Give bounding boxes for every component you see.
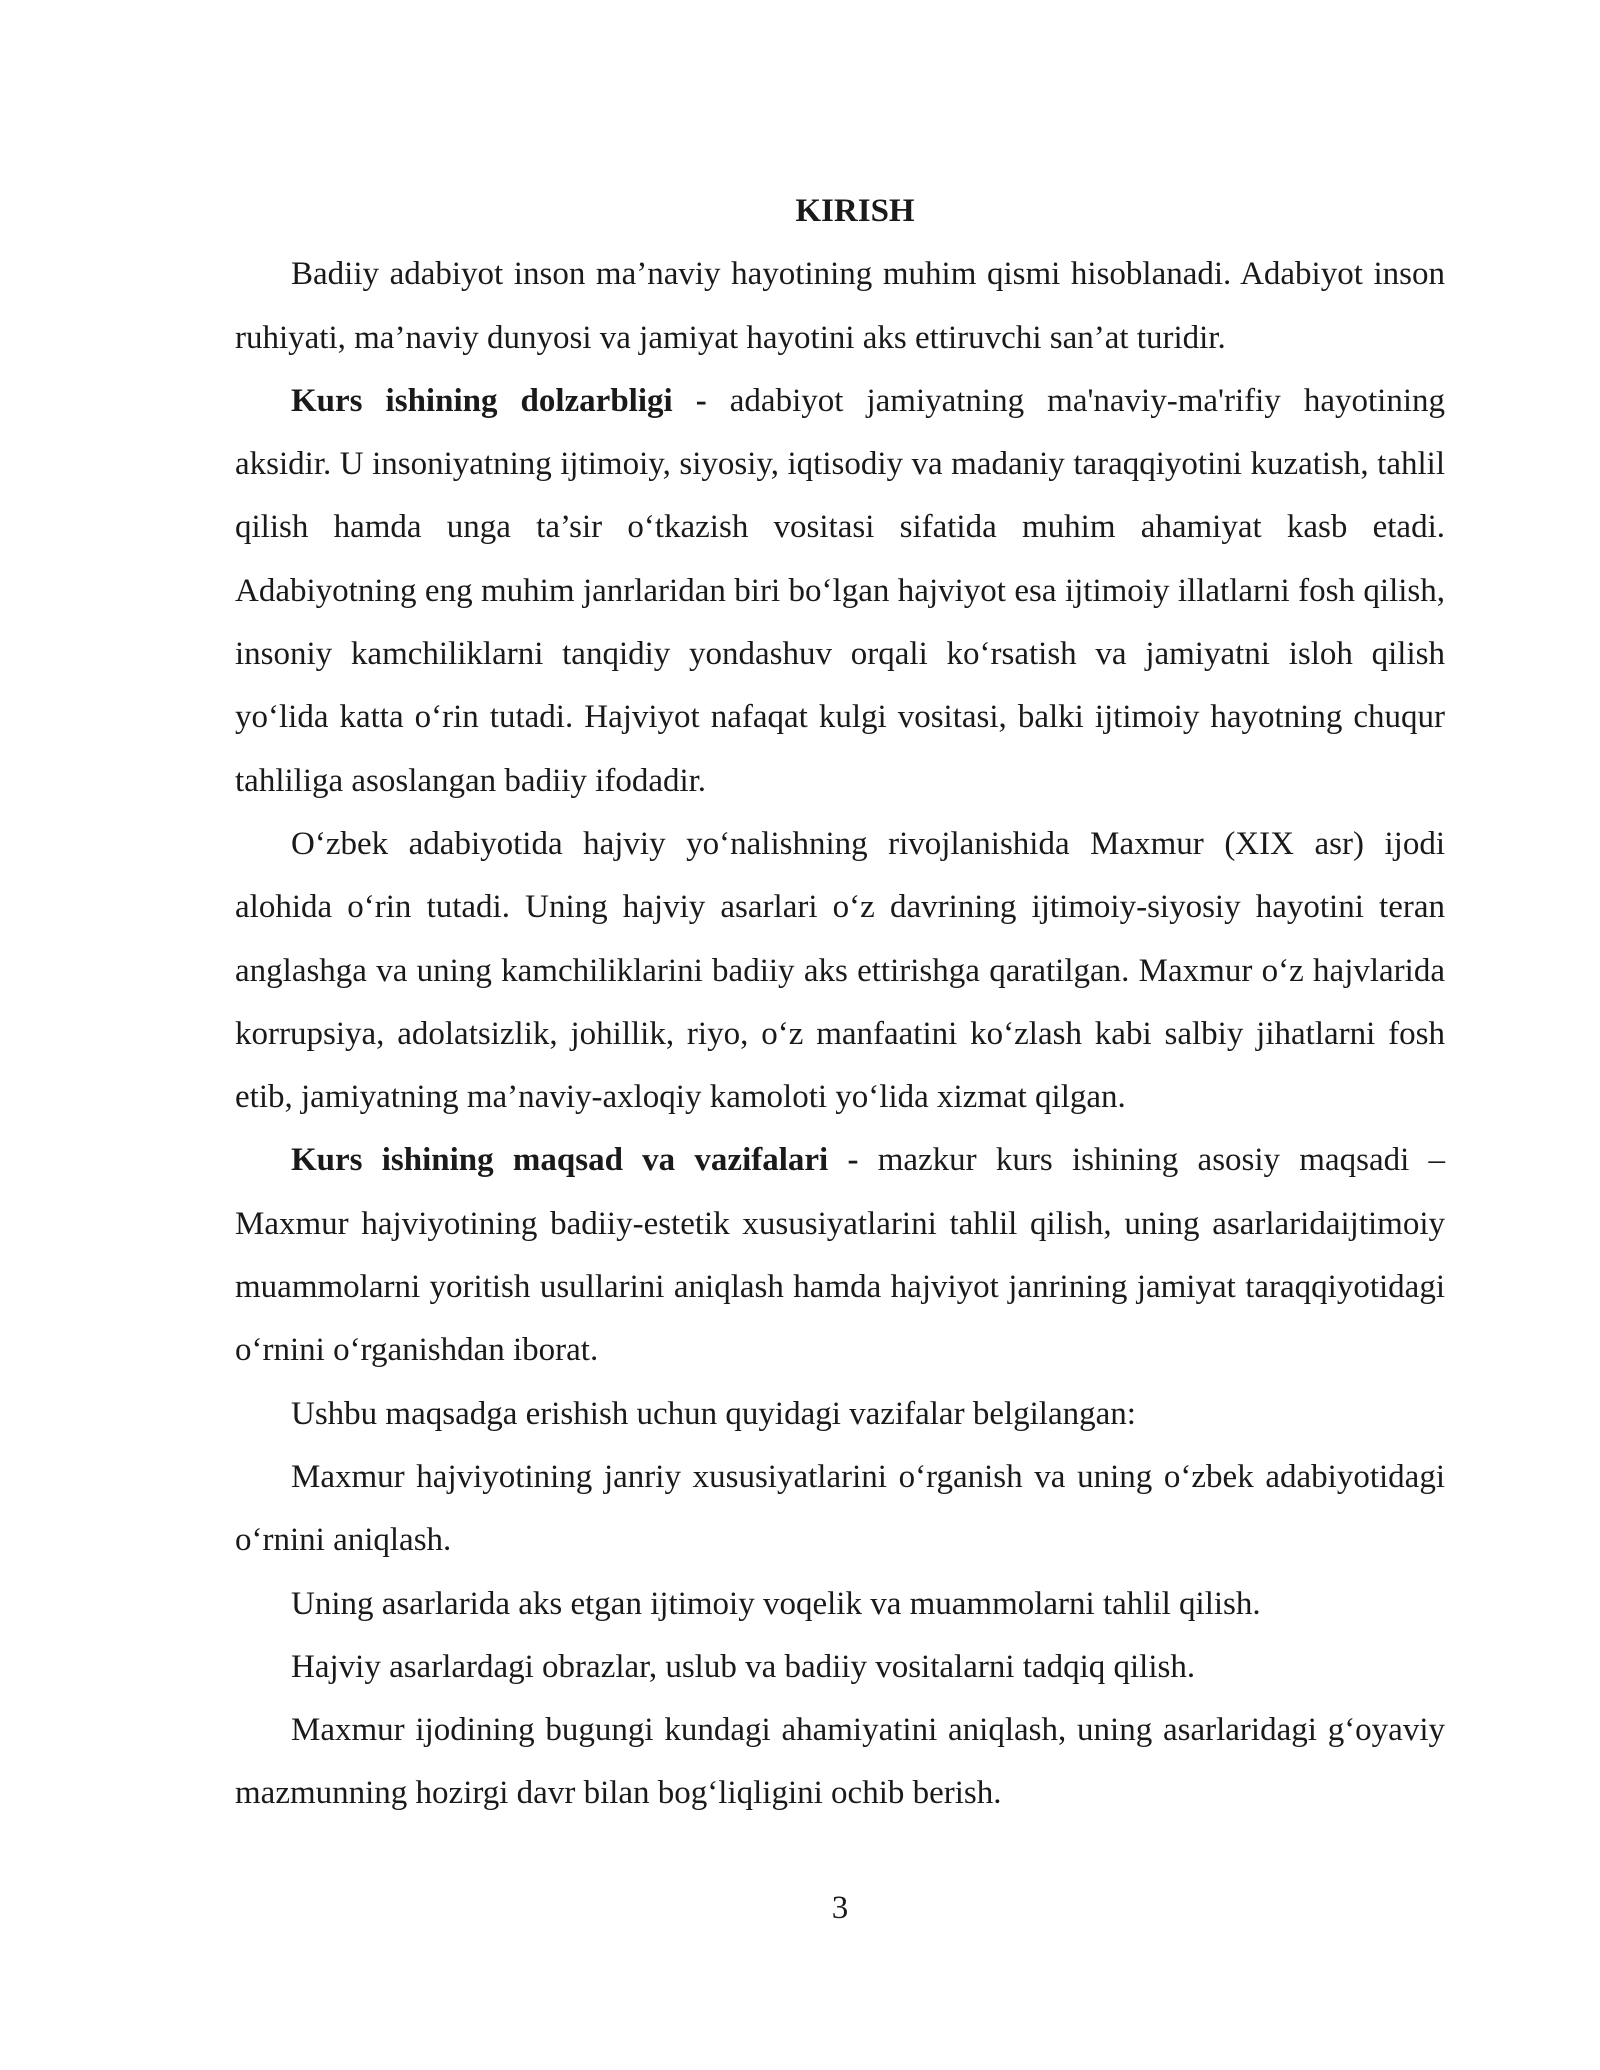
- page-title: KIRISH: [795, 193, 915, 229]
- paragraph-text: adabiyot jamiyatning ma'naviy-ma'rifiy hayotining aksidir. U insoniyatning ijtimoiy, siyosiy, iqtisodiy va madaniy taraqqiyotini kuzatish, tahlil qilish hamda unga ta’sir o‘tkazish vositasi sifatida muhim ahamiyat kasb etadi. Adabiyotning eng muhim janrlaridan biri bo‘lgan hajviyot esa ijtimoiy illatlarni fosh qilish, insoniy kamchiliklarni tanqidiy yondashuv orqali ko‘rsatish va jamiyatni isloh qilish yo‘lida katta o‘rin tutadi. Hajviyot nafaqat kulgi vositasi, balki ijtimoiy hayotning chuqur tahliliga asoslangan badiiy ifodadir.: [235, 382, 1445, 799]
- paragraph-intro: [235, 243, 1445, 370]
- paragraph-text: Maxmur hajviyotining janriy xususiyatlarini o‘rganish va uning o‘zbek adabiyotidagi o‘rnini aniqlash.: [235, 1458, 1445, 1559]
- paragraph-text: Maxmur ijodining bugungi kundagi ahamiyatini aniqlash, uning asarlaridagi g‘oyaviy mazmunning hozirgi davr bilan bog‘liqligini ochib berish.: [235, 1712, 1445, 1812]
- paragraph-relevance: [235, 370, 1445, 813]
- document-body: [235, 180, 1445, 1826]
- paragraph-maxmur: [235, 813, 1445, 1129]
- paragraph-text: mazkur kurs ishining asosiy maqsadi – Maxmur hajviyotining badiiy-estetik xususiyatlarini tahlil qilish, uning asarlaridaijtimoiy muammolarni yoritish usullarini aniqlash hamda hajviyot janrining jamiyat taraqqiyotidagi o‘rnini o‘rganishdan iborat.: [235, 1142, 1446, 1369]
- task-item: [235, 1446, 1445, 1573]
- paragraph-text: Ushbu maqsadga erishish uchun quyidagi vazifalar belgilangan:: [291, 1395, 1136, 1432]
- paragraph-text: Uning asarlarida aks etgan ijtimoiy voqelik va muammolarni tahlil qilish.: [291, 1585, 1261, 1622]
- task-item: [235, 1573, 1445, 1636]
- paragraph-text: O‘zbek adabiyotida hajviy yo‘nalishning rivojlanishida Maxmur (XIX asr) ijodi alohida o‘rin tutadi. Uning hajviy asarlari o‘z davrining ijtimoiy-siyosiy hayotini teran anglashga va uning kamchiliklarini badiiy aks ettirishga qaratilgan. Maxmur o‘z hajvlarida korrupsiya, adolatsizlik, johillik, riyo, o‘z manfaatini ko‘zlash kabi salbiy jihatlarni fosh etib, jamiyatning ma’naviy-axloqiy kamoloti yo‘lida xizmat qilgan.: [235, 825, 1445, 1116]
- task-item: [235, 1699, 1445, 1826]
- section-heading-relevance: Kurs ishining dolzarbligi -: [291, 382, 707, 419]
- section-heading-goals: Kurs ishining maqsad va vazifalari -: [291, 1142, 859, 1179]
- task-item: [235, 1636, 1445, 1699]
- paragraph-goals: [235, 1129, 1445, 1382]
- page-number: 3: [831, 1890, 849, 1926]
- paragraph-text: Hajviy asarlardagi obrazlar, uslub va badiiy vositalarni tadqiq qilish.: [291, 1648, 1196, 1685]
- paragraph-text: Badiiy adabiyot inson ma’naviy hayotining muhim qismi hisoblanadi. Adabiyot inson ruhiyati, ma’naviy dunyosi va jamiyat hayotini aks ettiruvchi san’at turidir.: [235, 256, 1445, 356]
- paragraph-tasks-intro: [235, 1383, 1445, 1446]
